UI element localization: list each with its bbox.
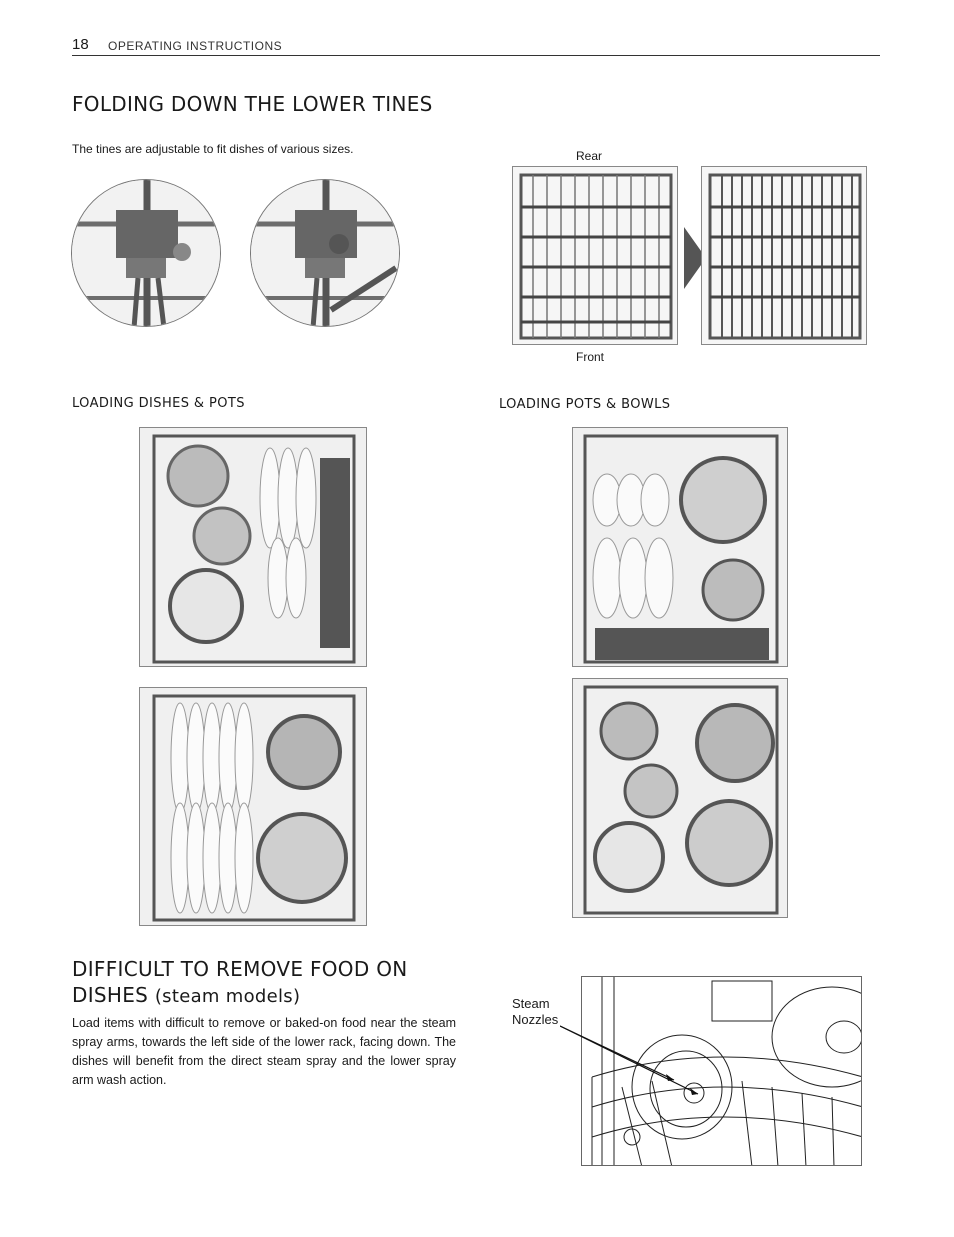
callout-leader-lines bbox=[560, 1020, 720, 1100]
section-label: OPERATING INSTRUCTIONS bbox=[108, 39, 283, 53]
difficult-food-heading-line1: DIFFICULT TO REMOVE FOOD ON bbox=[72, 957, 408, 981]
steam-models-note: (steam models) bbox=[154, 986, 301, 1007]
difficult-food-heading-dishes: DISHES bbox=[72, 983, 149, 1007]
steam-nozzles-callout-line1: Steam bbox=[512, 996, 550, 1011]
tines-description: The tines are adjustable to fit dishes of various sizes. bbox=[72, 142, 354, 156]
tine-closeup-folded-photo bbox=[250, 179, 400, 327]
difficult-food-heading bbox=[72, 956, 408, 1010]
header-divider bbox=[72, 55, 880, 56]
tines-heading: FOLDING DOWN THE LOWER TINES bbox=[72, 92, 433, 116]
page-number: 18 bbox=[72, 36, 89, 53]
front-label: Front bbox=[576, 350, 605, 364]
steam-nozzles-callout bbox=[512, 996, 558, 1028]
rear-label: Rear bbox=[576, 149, 603, 163]
rack-pots-bowls-photo bbox=[572, 427, 788, 667]
steam-nozzles-callout-line2: Nozzles bbox=[512, 1012, 559, 1027]
tine-closeup-upright-photo bbox=[71, 179, 221, 327]
difficult-food-heading-line2 bbox=[72, 982, 408, 1010]
rack-tines-down-photo bbox=[701, 166, 867, 345]
loading-pots-heading: LOADING POTS & BOWLS bbox=[499, 397, 671, 412]
difficult-food-body: Load items with difficult to remove or baked-on food near the steam spray arms, towards the left side of the lower rack, facing down. The dishes will benefit from the direct steam spray and the lower spray arm wash action. bbox=[72, 1016, 456, 1087]
rack-tines-up-photo bbox=[512, 166, 678, 345]
rack-pots-pans-photo bbox=[572, 678, 788, 918]
loading-dishes-heading: LOADING DISHES & POTS bbox=[72, 396, 245, 411]
rack-dishes-pots-photo bbox=[139, 427, 367, 667]
rack-plates-pots-photo bbox=[139, 687, 367, 926]
